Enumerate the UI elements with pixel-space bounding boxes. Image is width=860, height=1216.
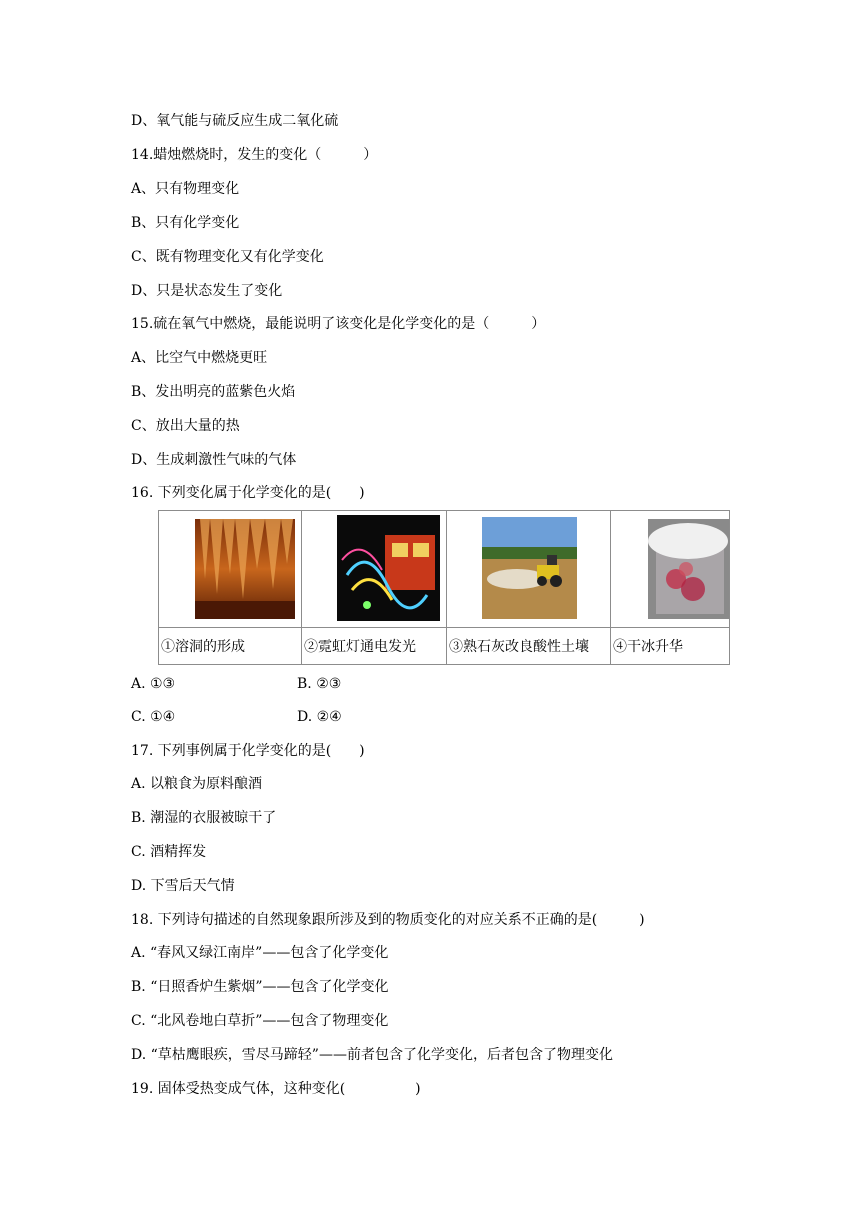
question-19: 19. 固体受热变成气体，这种变化( ) — [131, 1081, 421, 1097]
question-18: 18. 下列诗句描述的自然现象跟所涉及到的物质变化的对应关系不正确的是( ) — [131, 912, 645, 928]
question-14: 14.蜡烛燃烧时，发生的变化（ ） — [131, 147, 378, 163]
image-cell-cave — [159, 511, 302, 628]
image-cell-neon — [302, 511, 447, 628]
option-18b: B. “日照香炉生紫烟”——包含了化学变化 — [131, 979, 389, 995]
cave-image — [195, 519, 295, 619]
option-18c: C. “北风卷地白草折”——包含了物理变化 — [131, 1013, 389, 1029]
option-14a: A、只有物理变化 — [131, 181, 240, 197]
option-15d: D、生成刺激性气味的气体 — [131, 452, 297, 468]
image-cell-tractor — [447, 511, 611, 628]
caption-cave: ①溶洞的形成 — [159, 628, 302, 665]
neon-image — [337, 515, 440, 621]
option-17b: B. 潮湿的衣服被晾干了 — [131, 810, 277, 826]
option-15b: B、发出明亮的蓝紫色火焰 — [131, 384, 296, 400]
question-17: 17. 下列事例属于化学变化的是( ) — [131, 743, 365, 759]
option-16c: C. ①④ — [131, 709, 176, 725]
image-table — [158, 510, 730, 665]
option-15a: A、比空气中燃烧更旺 — [131, 350, 268, 366]
option-17c: C. 酒精挥发 — [131, 844, 207, 860]
option-14b: B、只有化学变化 — [131, 215, 240, 231]
option-16b: B. ②③ — [297, 676, 342, 692]
tractor-field-image — [482, 517, 577, 619]
option-14c: C、既有物理变化又有化学变化 — [131, 249, 324, 265]
dry-ice-image — [648, 519, 729, 619]
question-16: 16. 下列变化属于化学变化的是( ) — [131, 485, 365, 501]
option-18a: A. “春风又绿江南岸”——包含了化学变化 — [131, 945, 389, 961]
line-13d: D、氧气能与硫反应生成二氧化硫 — [131, 113, 339, 129]
option-15c: C、放出大量的热 — [131, 418, 240, 434]
option-17d: D. 下雪后天气情 — [131, 878, 235, 894]
caption-dry-ice: ④干冰升华 — [611, 628, 730, 665]
image-cell-dry-ice — [611, 511, 730, 628]
option-18d: D. “草枯鹰眼疾，雪尽马蹄轻”——前者包含了化学变化，后者包含了物理变化 — [131, 1047, 613, 1063]
caption-neon: ②霓虹灯通电发光 — [302, 628, 447, 665]
option-17a: A. 以粮食为原料酿酒 — [131, 776, 263, 792]
caption-tractor: ③熟石灰改良酸性土壤 — [447, 628, 611, 665]
question-15: 15.硫在氧气中燃烧，最能说明了该变化是化学变化的是（ ） — [131, 316, 546, 332]
option-16a: A. ①③ — [131, 676, 176, 692]
option-14d: D、只是状态发生了变化 — [131, 283, 283, 299]
option-16d: D. ②④ — [297, 709, 342, 725]
